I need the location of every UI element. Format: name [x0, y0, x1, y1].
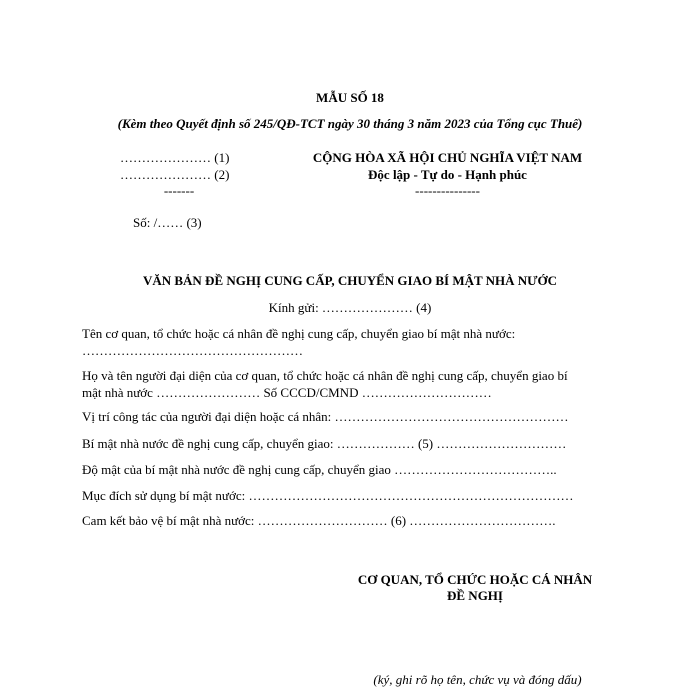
right-divider: ---------------: [415, 183, 480, 198]
decision-reference: (Kèm theo Quyết định số 245/QĐ-TCT ngày 30 tháng 3 năm 2023 của Tổng cục Thuế): [117, 116, 583, 131]
form-number: MẪU SỐ 18: [316, 90, 384, 105]
field-agency-name: [82, 325, 612, 359]
recipient-line: Kính gửi: ………………… (4): [268, 300, 432, 315]
field-representative-line1: Họ và tên người đại diện của cơ quan, tổ chức hoặc cá nhân đề nghị cung cấp, chuyển giao bí: [82, 368, 568, 383]
country-name: CỘNG HÒA XÃ HỘI CHỦ NGHĨA VIỆT NAM: [312, 150, 583, 165]
left-divider: -------: [163, 183, 195, 198]
signature-org-line1: CƠ QUAN, TỔ CHỨC HOẶC CÁ NHÂN: [357, 572, 593, 587]
field-agency-name-dots: ……………………………………………: [82, 343, 303, 358]
field-secrecy-level: Độ mật của bí mật nhà nước đề nghị cung cấp, chuyển giao ………………………………..: [82, 462, 557, 477]
document-title: VĂN BẢN ĐỀ NGHỊ CUNG CẤP, CHUYỂN GIAO BÍ MẬT NHÀ NƯỚC: [142, 273, 558, 288]
field-representative-line2: mật nhà nước …………………… Số CCCD/CMND …………………………: [82, 385, 492, 400]
field-representative: [82, 367, 612, 401]
national-motto: Độc lập - Tự do - Hạnh phúc: [368, 167, 527, 182]
signature-org-line2: ĐỀ NGHỊ: [447, 588, 503, 603]
document-number: Số: /…… (3): [133, 215, 202, 230]
field-purpose: Mục đích sử dụng bí mật nước: …………………………………………………………………: [82, 488, 574, 503]
field-agency-name-label: Tên cơ quan, tổ chức hoặc cá nhân đề nghị cung cấp, chuyển giao bí mật nhà nước:: [82, 326, 516, 341]
field-commitment: Cam kết bảo vệ bí mật nhà nước: ………………………… (6) …………………………….: [82, 513, 556, 528]
agency-line-2: ………………… (2): [120, 167, 230, 182]
agency-line-1: ………………… (1): [120, 150, 230, 165]
field-secret-requested: Bí mật nhà nước đề nghị cung cấp, chuyển giao: ……………… (5) …………………………: [82, 436, 567, 451]
signature-note: (ký, ghi rõ họ tên, chức vụ và đóng dấu): [373, 672, 582, 687]
field-position: Vị trí công tác của người đại diện hoặc cá nhân: ………………………………………………: [82, 409, 569, 424]
